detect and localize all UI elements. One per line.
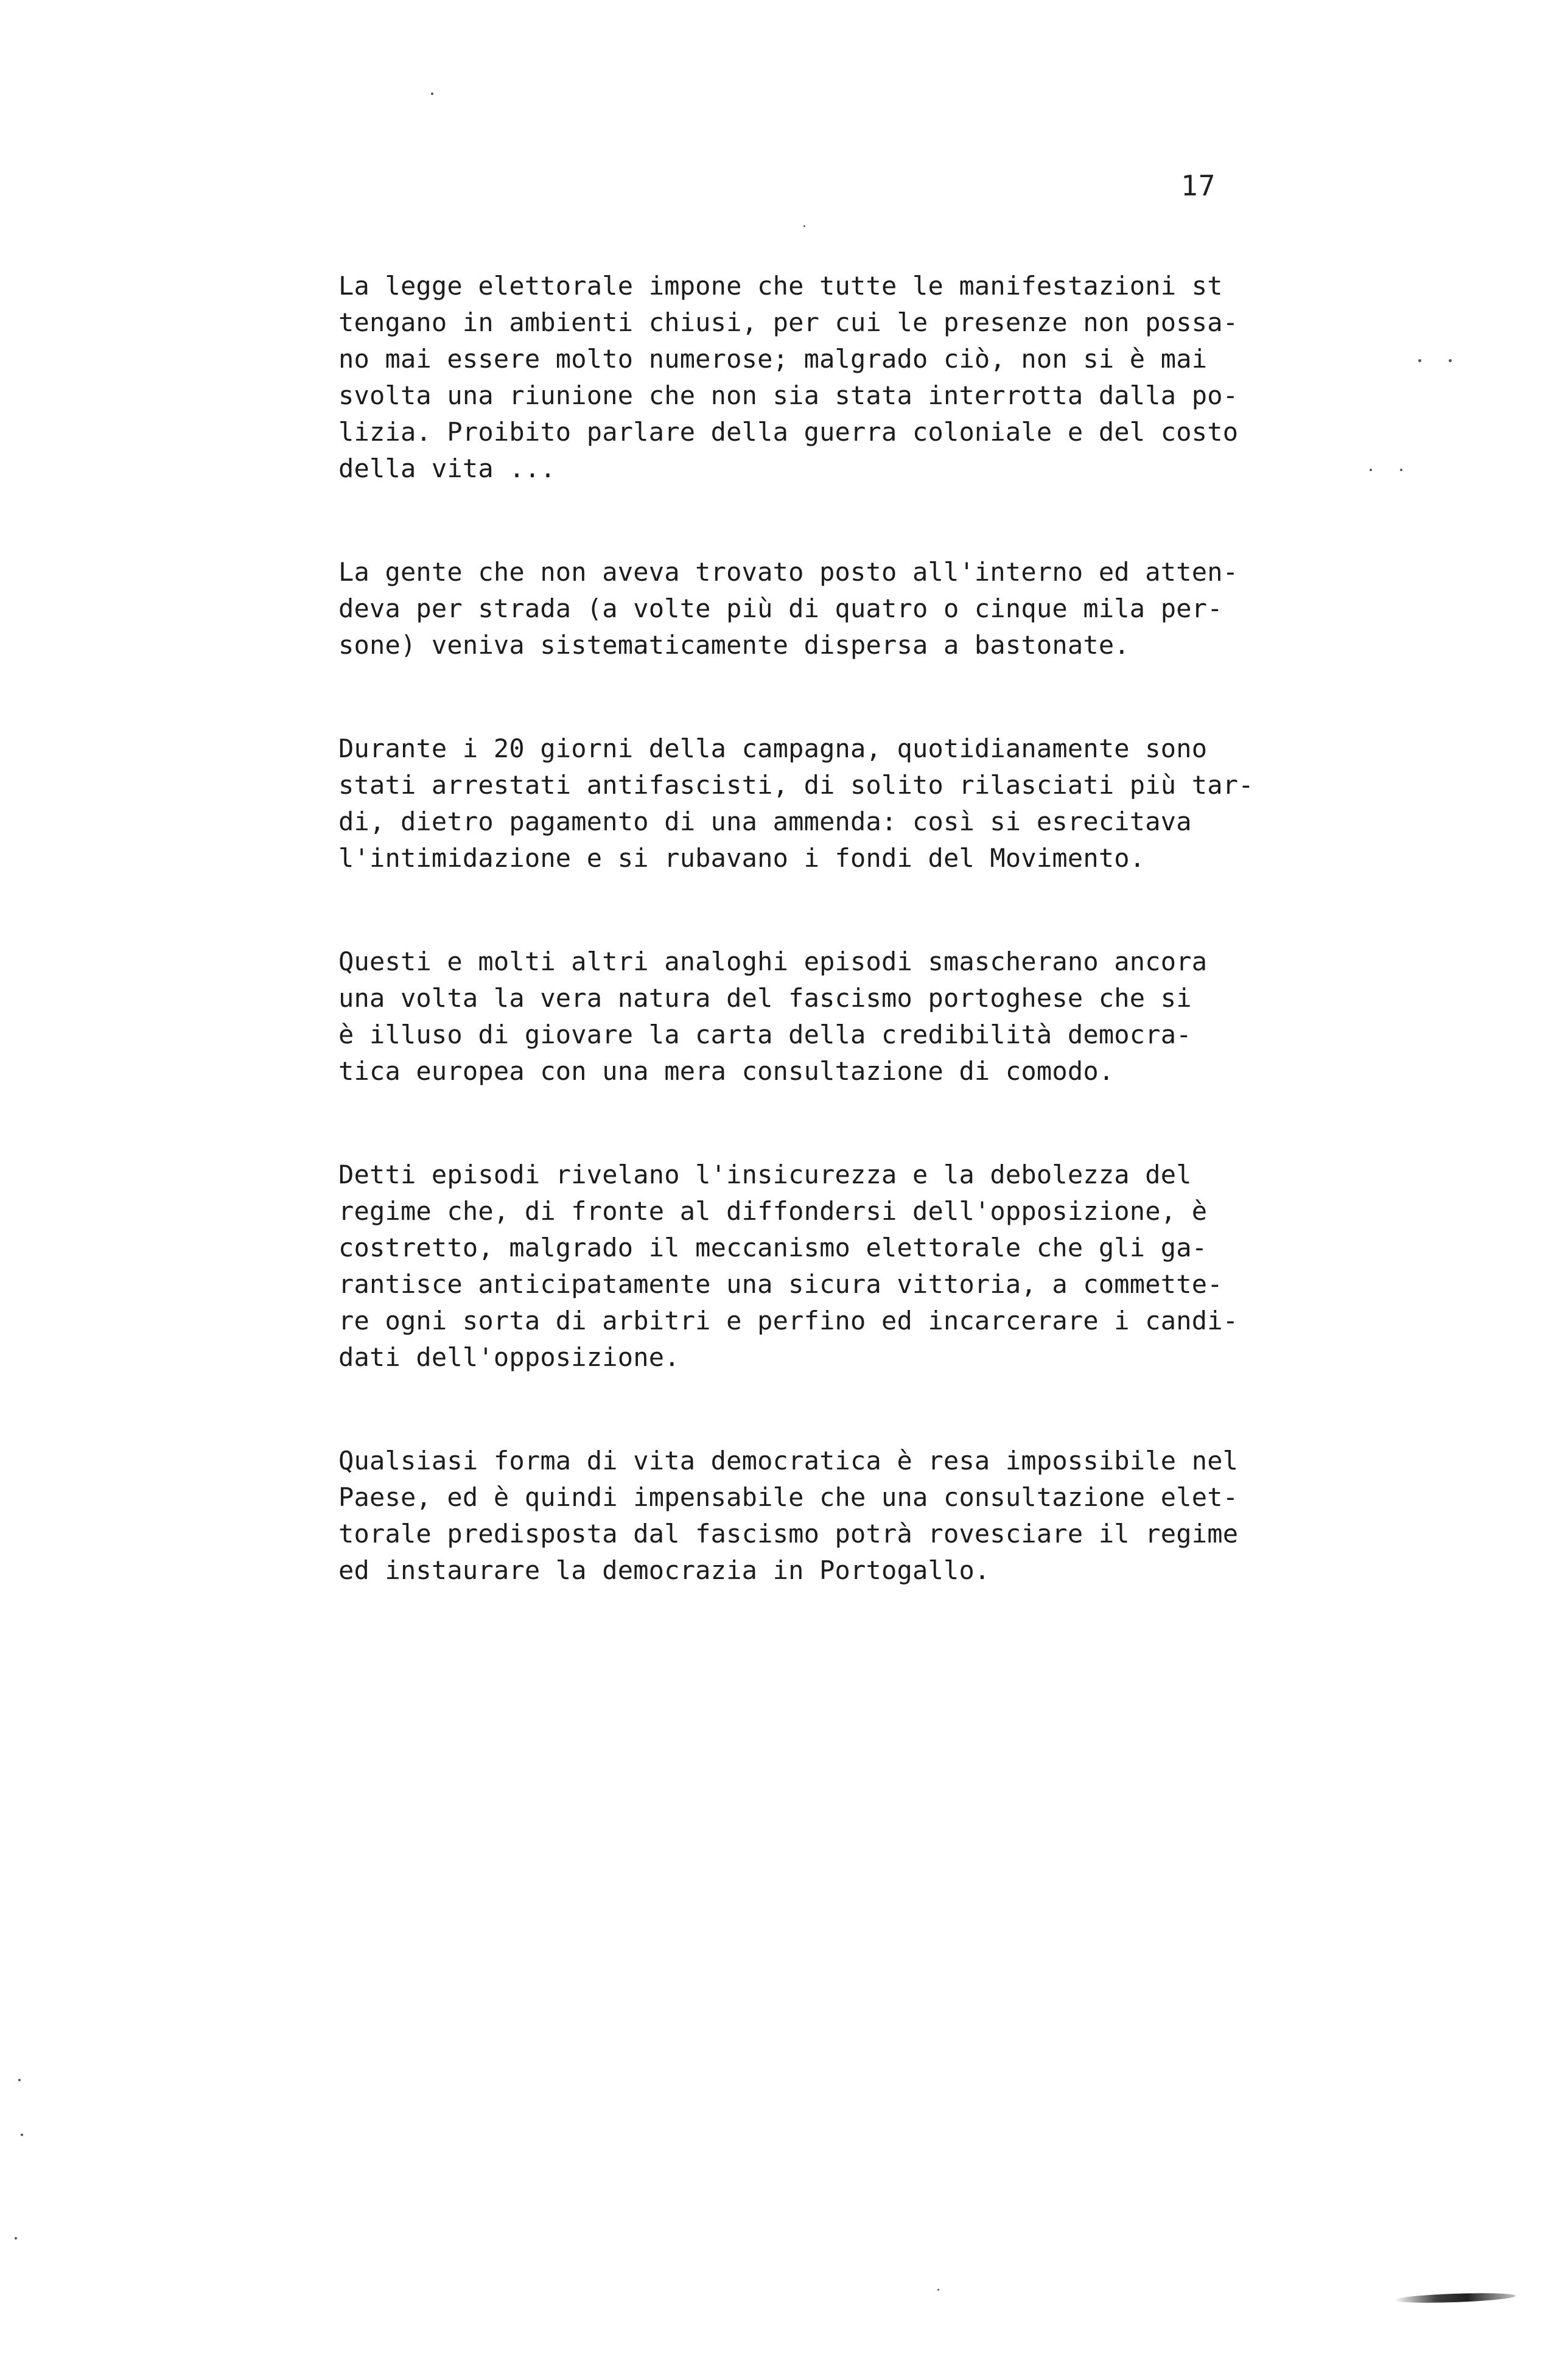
text-line: Detti episodi rivelano l'insicurezza e la debolezza del [338,1160,1192,1189]
text-line: stati arrestati antifascisti, di solito rilasciati più tar- [338,770,1254,800]
text-line: Questi e molti altri analoghi episodi smascherano ancora [338,947,1208,976]
text-line: della vita ... [338,454,556,483]
scan-speck [15,2237,17,2240]
text-line: Qualsiasi forma di vita democratica è resa impossibile nel [338,1446,1239,1476]
text-line: regime che, di fronte al diffondersi dell'opposizione, è [338,1196,1208,1226]
text-line: ed instaurare la democrazia in Portogallo. [338,1555,990,1585]
text-line: tengano in ambienti chiusi, per cui le presenze non possa- [338,307,1239,337]
text-line: La gente che non aveva trovato posto all'interno ed atten- [338,557,1239,587]
text-line: costretto, malgrado il meccanismo elettorale che gli ga- [338,1233,1208,1263]
page-number: 17 [1181,169,1216,202]
scan-speck [1449,359,1452,362]
text-line: di, dietro pagamento di una ammenda: così si esrecitava [338,807,1192,836]
text-line: lizia. Proibito parlare della guerra coloniale e del costo [338,417,1239,447]
text-line: una volta la vera natura del fascismo portoghese che si [338,983,1192,1013]
text-line: Durante i 20 giorni della campagna, quotidianamente sono [338,734,1208,763]
scan-speck [1370,469,1372,471]
text-line: svolta una riunione che non sia stata interrotta dalla po- [338,380,1239,410]
scan-speck [1400,469,1402,471]
text-line: torale predisposta dal fascismo potrà rovesciare il regime [338,1519,1239,1549]
paragraph-2 [338,554,1288,664]
text-line: è illuso di giovare la carta della credibilità democra- [338,1020,1192,1049]
text-line: l'intimidazione e si rubavano i fondi del Movimento. [338,843,1146,873]
body-text [338,268,1288,1656]
ink-smudge [1394,2292,1516,2305]
scan-speck [937,2289,939,2291]
scan-speck [1418,359,1421,362]
text-line: dati dell'opposizione. [338,1342,680,1372]
scan-speck [431,93,433,95]
text-line: sone) veniva sistematicamente dispersa a bastonate. [338,630,1130,660]
paragraph-1 [338,268,1288,487]
paragraph-6 [338,1443,1288,1589]
text-line: tica europea con una mera consultazione di comodo. [338,1056,1115,1086]
paragraph-4 [338,944,1288,1090]
text-line: Paese, ed è quindi impensabile che una consultazione elet- [338,1482,1239,1512]
text-line: rantisce anticipatamente una sicura vittoria, a commette- [338,1269,1223,1299]
paragraph-3 [338,730,1288,877]
scan-speck [21,2134,23,2136]
text-line: re ogni sorta di arbitri e perfino ed incarcerare i candi- [338,1306,1239,1336]
text-line: no mai essere molto numerose; malgrado ciò, non si è mai [338,344,1208,374]
scan-speck [18,2079,21,2081]
paragraph-5 [338,1157,1288,1376]
text-line: La legge elettorale impone che tutte le manifestazioni st [338,271,1223,301]
text-line: deva per strada (a volte più di quatro o cinque mila per- [338,594,1223,623]
scan-speck [803,225,805,227]
